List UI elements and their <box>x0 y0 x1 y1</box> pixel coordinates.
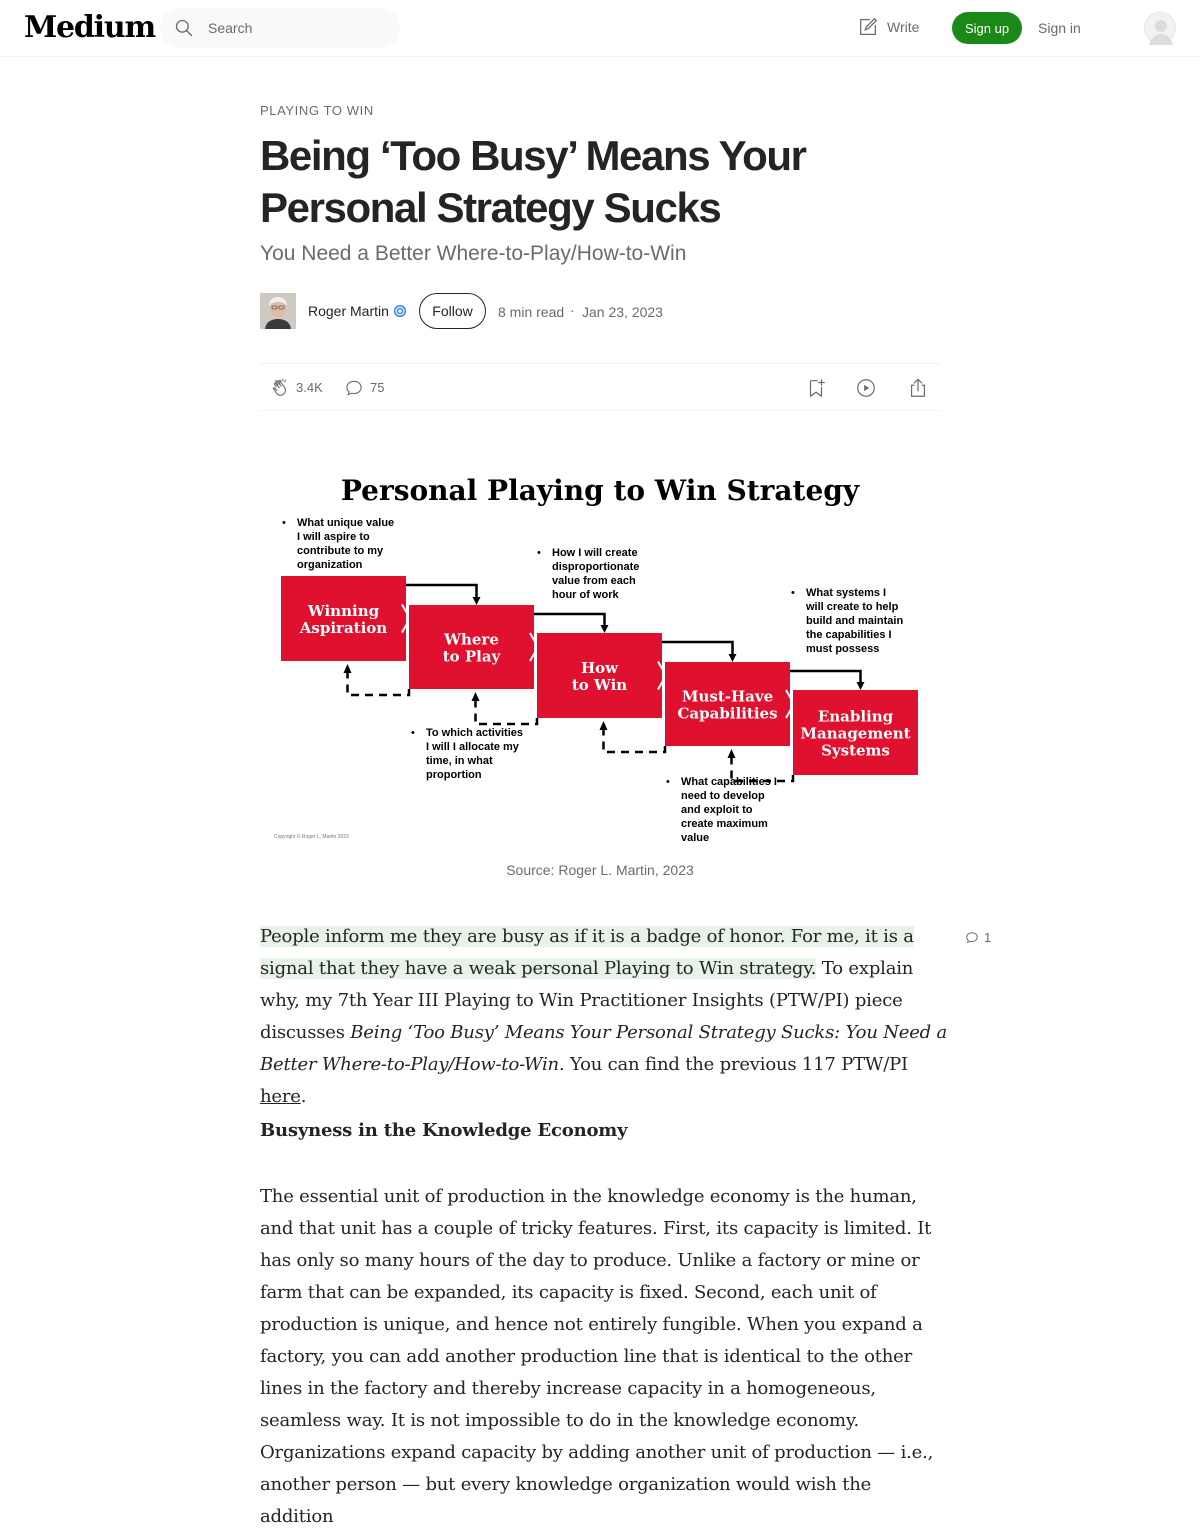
highlighted-passage[interactable]: People inform me they are busy as if it is a badge of honor. For me, it is a signal that they have a weak personal Playing to Win strategy. <box>260 926 914 979</box>
meta-separator: · <box>570 302 575 318</box>
private-note-indicator[interactable] <box>965 930 991 945</box>
diagram-note-5: What systems I <box>806 587 887 599</box>
diagram-box-label-1: Winning <box>307 602 380 620</box>
diagram-note-1: I will aspire to <box>297 531 370 543</box>
publication-kicker[interactable]: PLAYING TO WIN <box>260 103 374 118</box>
diagram-note-3: value from each <box>552 575 636 587</box>
diagram-note-bullet-5: • <box>791 587 795 599</box>
diagram-note-5: build and maintain <box>806 615 904 627</box>
user-avatar[interactable] <box>1144 12 1176 44</box>
diagram-feedback-head-1 <box>344 664 352 673</box>
author-row <box>260 293 940 329</box>
diagram-box-label-2: Where <box>444 630 499 649</box>
paragraph-intro-italic: Being ‘Too Busy’ Means Your Personal Strategy Sucks: You Need a Better Where-to-Play/How-to-Win <box>260 1022 948 1075</box>
note-count: 1 <box>984 930 992 945</box>
diagram-forward-arrow-4 <box>790 671 861 684</box>
verified-badge-icon <box>393 304 407 318</box>
diagram-note-4: What capabilities I <box>681 776 777 788</box>
sign-in-link[interactable]: Sign in <box>1038 20 1081 36</box>
sign-up-button[interactable]: Sign up <box>952 12 1022 44</box>
diagram-box-label-5: Management <box>800 724 911 743</box>
diagram-forward-arrow-2 <box>534 614 605 627</box>
write-label: Write <box>887 19 920 35</box>
diagram-feedback-arrow-3 <box>604 728 666 752</box>
pencil-icon <box>857 16 879 38</box>
diagram-note-4: and exploit to <box>681 804 753 816</box>
diagram-box-label-1: Aspiration <box>299 619 388 637</box>
strategy-diagram-svg <box>260 460 940 852</box>
diagram-note-1: contribute to my <box>297 545 384 557</box>
clap-icon[interactable] <box>270 377 292 399</box>
diagram-note-1: What unique value <box>297 517 395 529</box>
author-portrait-icon <box>260 293 296 329</box>
diagram-note-bullet-1: • <box>282 517 286 529</box>
diagram-note-5: the capabilities I <box>806 629 892 641</box>
diagram-box-label-3: to Win <box>571 676 628 694</box>
diagram-note-bullet-4: • <box>666 776 670 788</box>
paragraph-body: The essential unit of production in the knowledge economy is the human, and that unit has a couple of tricky features. First, its capacity is limited. It has only so many hours of the day to produce. Unlike a factory or mine or farm that can be expanded, its capacity is fixed. Second, each unit of production is unique, and hence not entirely fungible. When you expand a factory, you can add another production line that is identical to the other lines in the factory and thereby increase capacity in a homogeneous, seamless way. It is not impossible to do in the knowledge economy. Organizations expand capacity by adding another unit of production — i.e., another person — but every knowledge organization would wish the addition <box>260 1186 934 1527</box>
play-listen-icon[interactable] <box>855 377 877 399</box>
response-count[interactable]: 75 <box>370 380 385 395</box>
diagram-note-3: hour of work <box>552 589 619 601</box>
write-button[interactable] <box>857 16 919 38</box>
comment-icon <box>965 931 979 945</box>
diagram-arrowhead-3 <box>729 654 737 662</box>
paragraph-intro <box>260 921 950 1113</box>
diagram-box-label-4: Must-Have <box>681 687 774 706</box>
author-name-link[interactable]: Roger Martin <box>308 303 389 319</box>
author-avatar[interactable] <box>260 293 296 329</box>
diagram-arrowhead-2 <box>601 625 609 633</box>
publish-date: Jan 23, 2023 <box>582 304 663 320</box>
paragraph-intro-end: . <box>300 1086 307 1107</box>
diagram-box-label-3: How <box>580 659 619 677</box>
diagram-note-2: time, in what <box>426 755 493 767</box>
diagram-feedback-head-3 <box>600 721 608 730</box>
diagram-note-3: disproportionate <box>552 561 640 573</box>
diagram-note-5: must possess <box>806 643 880 655</box>
diagram-note-bullet-3: • <box>537 547 541 559</box>
diagram-feedback-head-2 <box>472 692 480 701</box>
article-title: Being ‘Too Busy’ Means Your Personal Strategy Sucks <box>260 132 806 231</box>
strategy-diagram <box>260 460 940 852</box>
search-input[interactable] <box>160 8 400 48</box>
figure-caption: Source: Roger L. Martin, 2023 <box>506 862 694 878</box>
top-bar <box>0 0 1200 57</box>
diagram-note-2: I will I allocate my <box>426 741 519 753</box>
diagram-note-2: To which activities <box>426 727 523 739</box>
diagram-box-label-5: Enabling <box>817 707 894 726</box>
diagram-box-label-2: to Play <box>442 647 501 666</box>
follow-button[interactable]: Follow <box>419 293 486 329</box>
medium-logo[interactable]: Medium <box>24 10 156 45</box>
clap-count[interactable]: 3.4K <box>296 380 323 395</box>
diagram-note-4: need to develop <box>681 790 765 802</box>
diagram-note-3: How I will create <box>552 547 638 559</box>
diagram-copyright: Copyright © Roger L. Martin 2023 <box>274 834 349 840</box>
diagram-feedback-head-4 <box>728 749 736 758</box>
diagram-note-5: will create to help <box>806 601 899 613</box>
section-heading: Busyness in the Knowledge Economy <box>260 1120 628 1141</box>
diagram-forward-arrow-3 <box>662 642 733 656</box>
diagram-feedback-arrow-1 <box>348 671 410 695</box>
diagram-title: Personal Playing to Win Strategy <box>340 474 860 507</box>
read-time: 8 min read <box>498 304 565 320</box>
diagram-box-label-4: Capabilities <box>677 704 778 723</box>
diagram-note-4: value <box>681 832 710 844</box>
article-subtitle: You Need a Better Where-to-Play/How-to-Win <box>260 242 687 265</box>
search-placeholder: Search <box>208 20 253 36</box>
bookmark-add-icon[interactable] <box>805 377 827 399</box>
diagram-arrowhead-1 <box>473 597 481 605</box>
diagram-note-4: create maximum <box>681 818 768 830</box>
user-silhouette-icon <box>1145 13 1177 45</box>
paragraph-intro-text-b: . You can find the previous 117 PTW/PI <box>558 1054 908 1075</box>
diagram-feedback-arrow-2 <box>476 699 538 724</box>
diagram-arrowhead-4 <box>857 682 865 690</box>
paragraph-intro-text-a: To explain why, my 7th Year III Playing to Win Practitioner Insights (PTW/PI) piece discusses <box>260 958 914 1043</box>
response-icon[interactable] <box>344 378 364 398</box>
article-action-bar <box>260 363 940 411</box>
diagram-box-label-5: Systems <box>821 741 890 760</box>
diagram-note-bullet-2: • <box>411 727 415 739</box>
diagram-note-2: proportion <box>426 769 482 781</box>
previous-pieces-link[interactable]: here <box>260 1086 301 1107</box>
share-icon[interactable] <box>907 377 929 399</box>
diagram-forward-arrow-1 <box>406 585 477 599</box>
search-icon <box>174 18 194 38</box>
diagram-note-1: organization <box>297 559 363 571</box>
